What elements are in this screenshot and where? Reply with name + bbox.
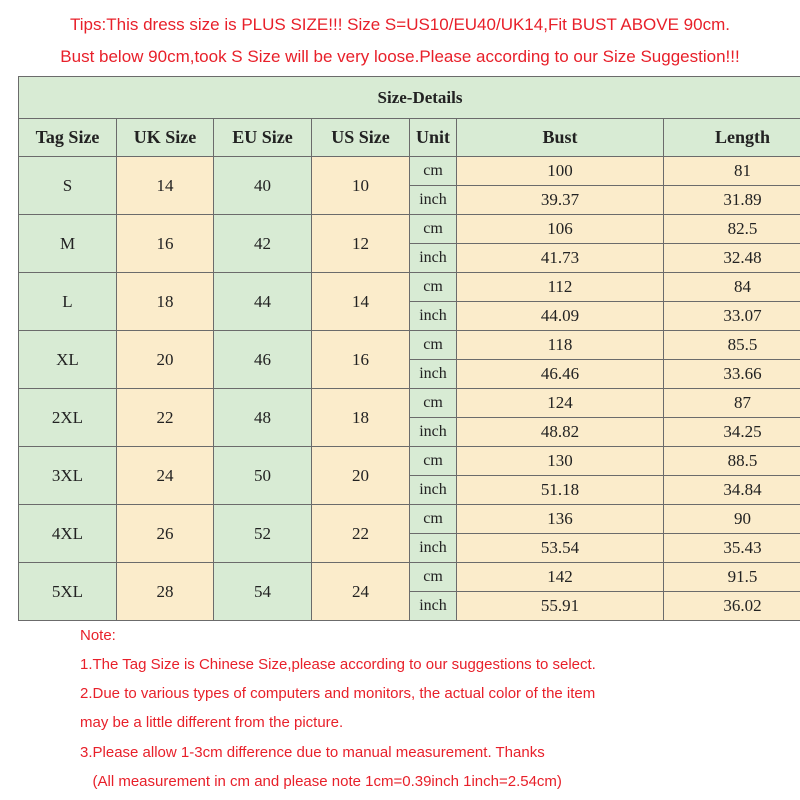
tag-size-cell: 3XL bbox=[19, 447, 117, 505]
table-row bbox=[19, 215, 800, 244]
eu-size-cell: 44 bbox=[214, 273, 312, 331]
length-cell: 34.84 bbox=[664, 476, 800, 505]
length-cell: 82.5 bbox=[664, 215, 800, 244]
unit-cell: inch bbox=[410, 534, 457, 563]
bust-cell: 48.82 bbox=[457, 418, 664, 447]
table-title: Size-Details bbox=[19, 77, 800, 119]
length-cell: 32.48 bbox=[664, 244, 800, 273]
length-cell: 31.89 bbox=[664, 186, 800, 215]
unit-cell: inch bbox=[410, 302, 457, 331]
table-row bbox=[19, 331, 800, 360]
length-cell: 35.43 bbox=[664, 534, 800, 563]
unit-cell: cm bbox=[410, 331, 457, 360]
us-size-cell: 24 bbox=[312, 563, 410, 621]
eu-size-cell: 52 bbox=[214, 505, 312, 563]
us-size-cell: 10 bbox=[312, 157, 410, 215]
bust-cell: 51.18 bbox=[457, 476, 664, 505]
uk-size-cell: 16 bbox=[117, 215, 214, 273]
bust-cell: 53.54 bbox=[457, 534, 664, 563]
length-cell: 33.07 bbox=[664, 302, 800, 331]
us-size-cell: 18 bbox=[312, 389, 410, 447]
unit-cell: cm bbox=[410, 273, 457, 302]
bust-cell: 39.37 bbox=[457, 186, 664, 215]
bust-cell: 41.73 bbox=[457, 244, 664, 273]
length-cell: 33.66 bbox=[664, 360, 800, 389]
uk-size-cell: 28 bbox=[117, 563, 214, 621]
tag-size-cell: 2XL bbox=[19, 389, 117, 447]
tips-line-2: Bust below 90cm,took S Size will be very loose.Please according to our Size Suggestion!!! bbox=[60, 47, 740, 66]
unit-cell: cm bbox=[410, 157, 457, 186]
eu-size-cell: 48 bbox=[214, 389, 312, 447]
note-line-4: 3.Please allow 1-3cm difference due to manual measurement. Thanks bbox=[80, 744, 545, 761]
length-cell: 36.02 bbox=[664, 592, 800, 621]
note-line-5: (All measurement in cm and please note 1cm=0.39inch 1inch=2.54cm) bbox=[80, 773, 562, 790]
tag-size-cell: 4XL bbox=[19, 505, 117, 563]
unit-cell: inch bbox=[410, 592, 457, 621]
unit-cell: inch bbox=[410, 476, 457, 505]
bust-cell: 55.91 bbox=[457, 592, 664, 621]
length-cell: 88.5 bbox=[664, 447, 800, 476]
eu-size-cell: 40 bbox=[214, 157, 312, 215]
length-cell: 34.25 bbox=[664, 418, 800, 447]
uk-size-cell: 14 bbox=[117, 157, 214, 215]
bust-cell: 112 bbox=[457, 273, 664, 302]
unit-cell: inch bbox=[410, 186, 457, 215]
uk-size-cell: 18 bbox=[117, 273, 214, 331]
tag-size-cell: XL bbox=[19, 331, 117, 389]
bust-cell: 142 bbox=[457, 563, 664, 592]
tag-size-cell: M bbox=[19, 215, 117, 273]
unit-cell: cm bbox=[410, 389, 457, 418]
column-header: Unit bbox=[410, 119, 457, 157]
table-row bbox=[19, 505, 800, 534]
tips-line-1: Tips:This dress size is PLUS SIZE!!! Size S=US10/EU40/UK14,Fit BUST ABOVE 90cm. bbox=[70, 15, 730, 34]
length-cell: 87 bbox=[664, 389, 800, 418]
us-size-cell: 14 bbox=[312, 273, 410, 331]
bust-cell: 44.09 bbox=[457, 302, 664, 331]
bust-cell: 124 bbox=[457, 389, 664, 418]
us-size-cell: 12 bbox=[312, 215, 410, 273]
column-header: Length bbox=[664, 119, 800, 157]
column-header: UK Size bbox=[117, 119, 214, 157]
table-row bbox=[19, 157, 800, 186]
bust-cell: 136 bbox=[457, 505, 664, 534]
us-size-cell: 20 bbox=[312, 447, 410, 505]
bust-cell: 46.46 bbox=[457, 360, 664, 389]
unit-cell: inch bbox=[410, 360, 457, 389]
length-cell: 91.5 bbox=[664, 563, 800, 592]
eu-size-cell: 46 bbox=[214, 331, 312, 389]
eu-size-cell: 54 bbox=[214, 563, 312, 621]
unit-cell: inch bbox=[410, 418, 457, 447]
size-table bbox=[18, 76, 800, 621]
bust-cell: 118 bbox=[457, 331, 664, 360]
unit-cell: cm bbox=[410, 215, 457, 244]
bust-cell: 130 bbox=[457, 447, 664, 476]
column-header: US Size bbox=[312, 119, 410, 157]
tag-size-cell: 5XL bbox=[19, 563, 117, 621]
note-line-1: 1.The Tag Size is Chinese Size,please according to our suggestions to select. bbox=[80, 656, 596, 673]
bust-cell: 100 bbox=[457, 157, 664, 186]
unit-cell: cm bbox=[410, 505, 457, 534]
table-row bbox=[19, 447, 800, 476]
table-row bbox=[19, 389, 800, 418]
bust-cell: 106 bbox=[457, 215, 664, 244]
length-cell: 85.5 bbox=[664, 331, 800, 360]
unit-cell: cm bbox=[410, 447, 457, 476]
length-cell: 84 bbox=[664, 273, 800, 302]
uk-size-cell: 26 bbox=[117, 505, 214, 563]
uk-size-cell: 24 bbox=[117, 447, 214, 505]
us-size-cell: 16 bbox=[312, 331, 410, 389]
eu-size-cell: 50 bbox=[214, 447, 312, 505]
note-line-3: may be a little different from the picture. bbox=[80, 714, 344, 731]
us-size-cell: 22 bbox=[312, 505, 410, 563]
unit-cell: cm bbox=[410, 563, 457, 592]
column-header: Bust bbox=[457, 119, 664, 157]
column-header: EU Size bbox=[214, 119, 312, 157]
tag-size-cell: L bbox=[19, 273, 117, 331]
length-cell: 81 bbox=[664, 157, 800, 186]
tag-size-cell: S bbox=[19, 157, 117, 215]
eu-size-cell: 42 bbox=[214, 215, 312, 273]
table-row bbox=[19, 273, 800, 302]
length-cell: 90 bbox=[664, 505, 800, 534]
note-heading: Note: bbox=[80, 627, 116, 644]
uk-size-cell: 20 bbox=[117, 331, 214, 389]
column-header: Tag Size bbox=[19, 119, 117, 157]
table-body bbox=[19, 157, 800, 621]
table-row bbox=[19, 563, 800, 592]
unit-cell: inch bbox=[410, 244, 457, 273]
uk-size-cell: 22 bbox=[117, 389, 214, 447]
header-row bbox=[19, 119, 800, 157]
note-line-2: 2.Due to various types of computers and monitors, the actual color of the item bbox=[80, 685, 596, 702]
